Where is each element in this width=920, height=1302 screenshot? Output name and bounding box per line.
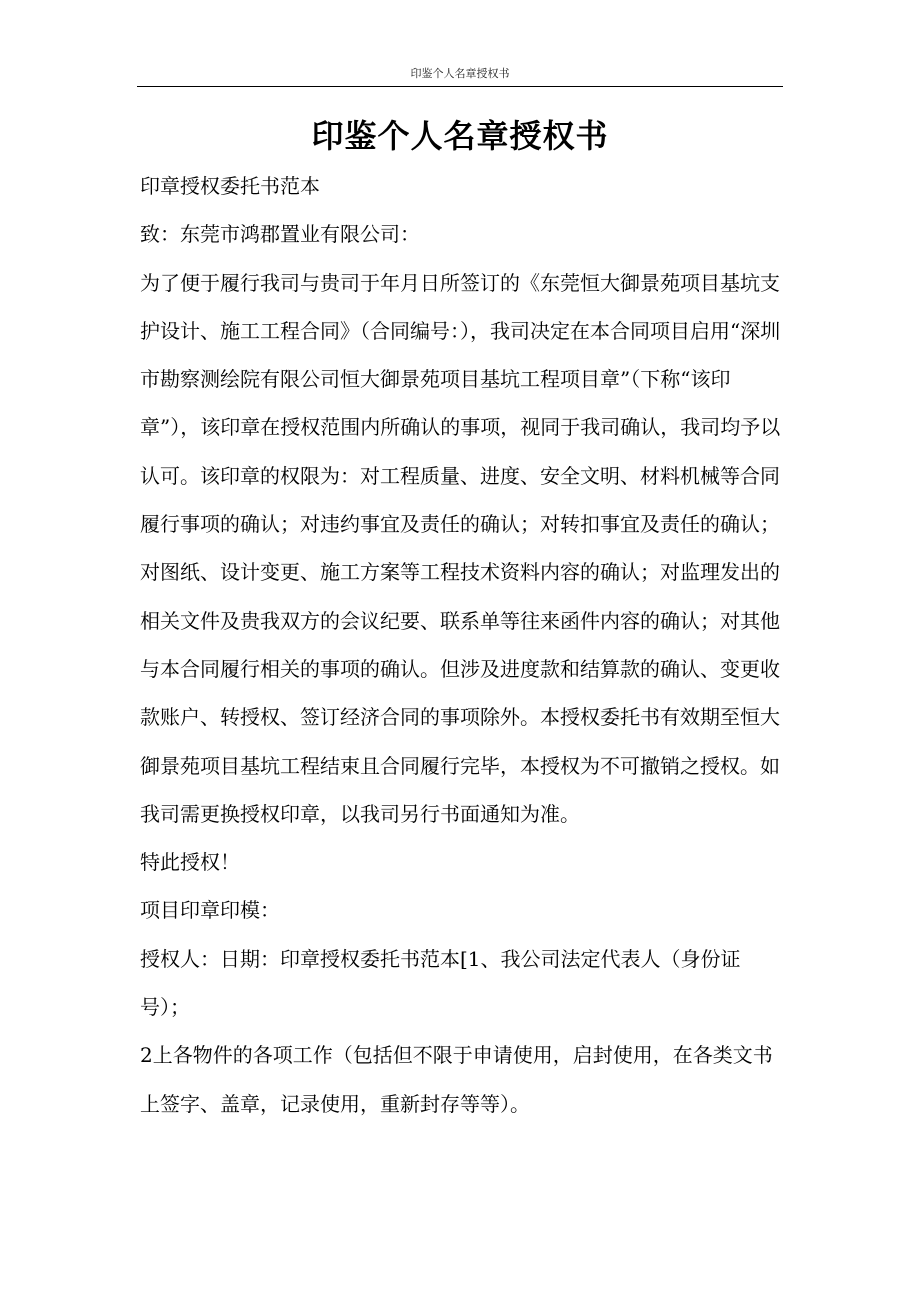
authorization-body-paragraph: 为了便于履行我司与贵司于年月日所签订的《东莞恒大御景苑项目基坑支护设计、施工工程合同》（合同编号：），我司决定在本合同项目启用“深圳市勘察测绘院有限公司恒大御景苑项目基坑工程项目章”（下称“该印章”），该印章在授权范围内所确认的事项，视同于我司确认，我司均予以认可。该印章的权限为：对工程质量、进度、安全文明、材料机械等合同履行事项的确认；对违约事宜及责任的确认；对转扣事宜及责任的确认；对图纸、设计变更、施工方案等工程技术资料内容的确认；对监理发出的相关文件及贵我双方的会议纪要、联系单等往来函件内容的确认；对其他与本合同履行相关的事项的确认。但涉及进度款和结算款的确认、变更收款账户、转授权、签订经济合同的事项除外。本授权委托书有效期至恒大御景苑项目基坑工程结束且合同履行完毕，本授权为不可撤销之授权。如我司需更换授权印章，以我司另行书面通知为准。 (140, 270, 781, 826)
running-header-title: 印鉴个人名章授权书 (410, 67, 510, 80)
addressee-line: 致：东莞市鸿郡置业有限公司： (140, 222, 420, 247)
page-header (137, 62, 783, 87)
document-title: 印鉴个人名章授权书 (311, 117, 609, 155)
work-items-paragraph: 2上各物件的各项工作（包括但不限于申请使用，启封使用，在各类文书上签字、盖章，记录使用，重新封存等等）。 (140, 1043, 773, 1116)
seal-impression-label: 项目印章印模： (140, 898, 280, 923)
authorizer-date-line: 授权人：日期：印章授权委托书范本[1、我公司法定代表人（身份证号）； (140, 946, 741, 1020)
document-body (140, 162, 790, 1128)
authorization-closing: 特此授权！ (140, 850, 240, 875)
template-subtitle: 印章授权委托书范本 (140, 174, 320, 198)
